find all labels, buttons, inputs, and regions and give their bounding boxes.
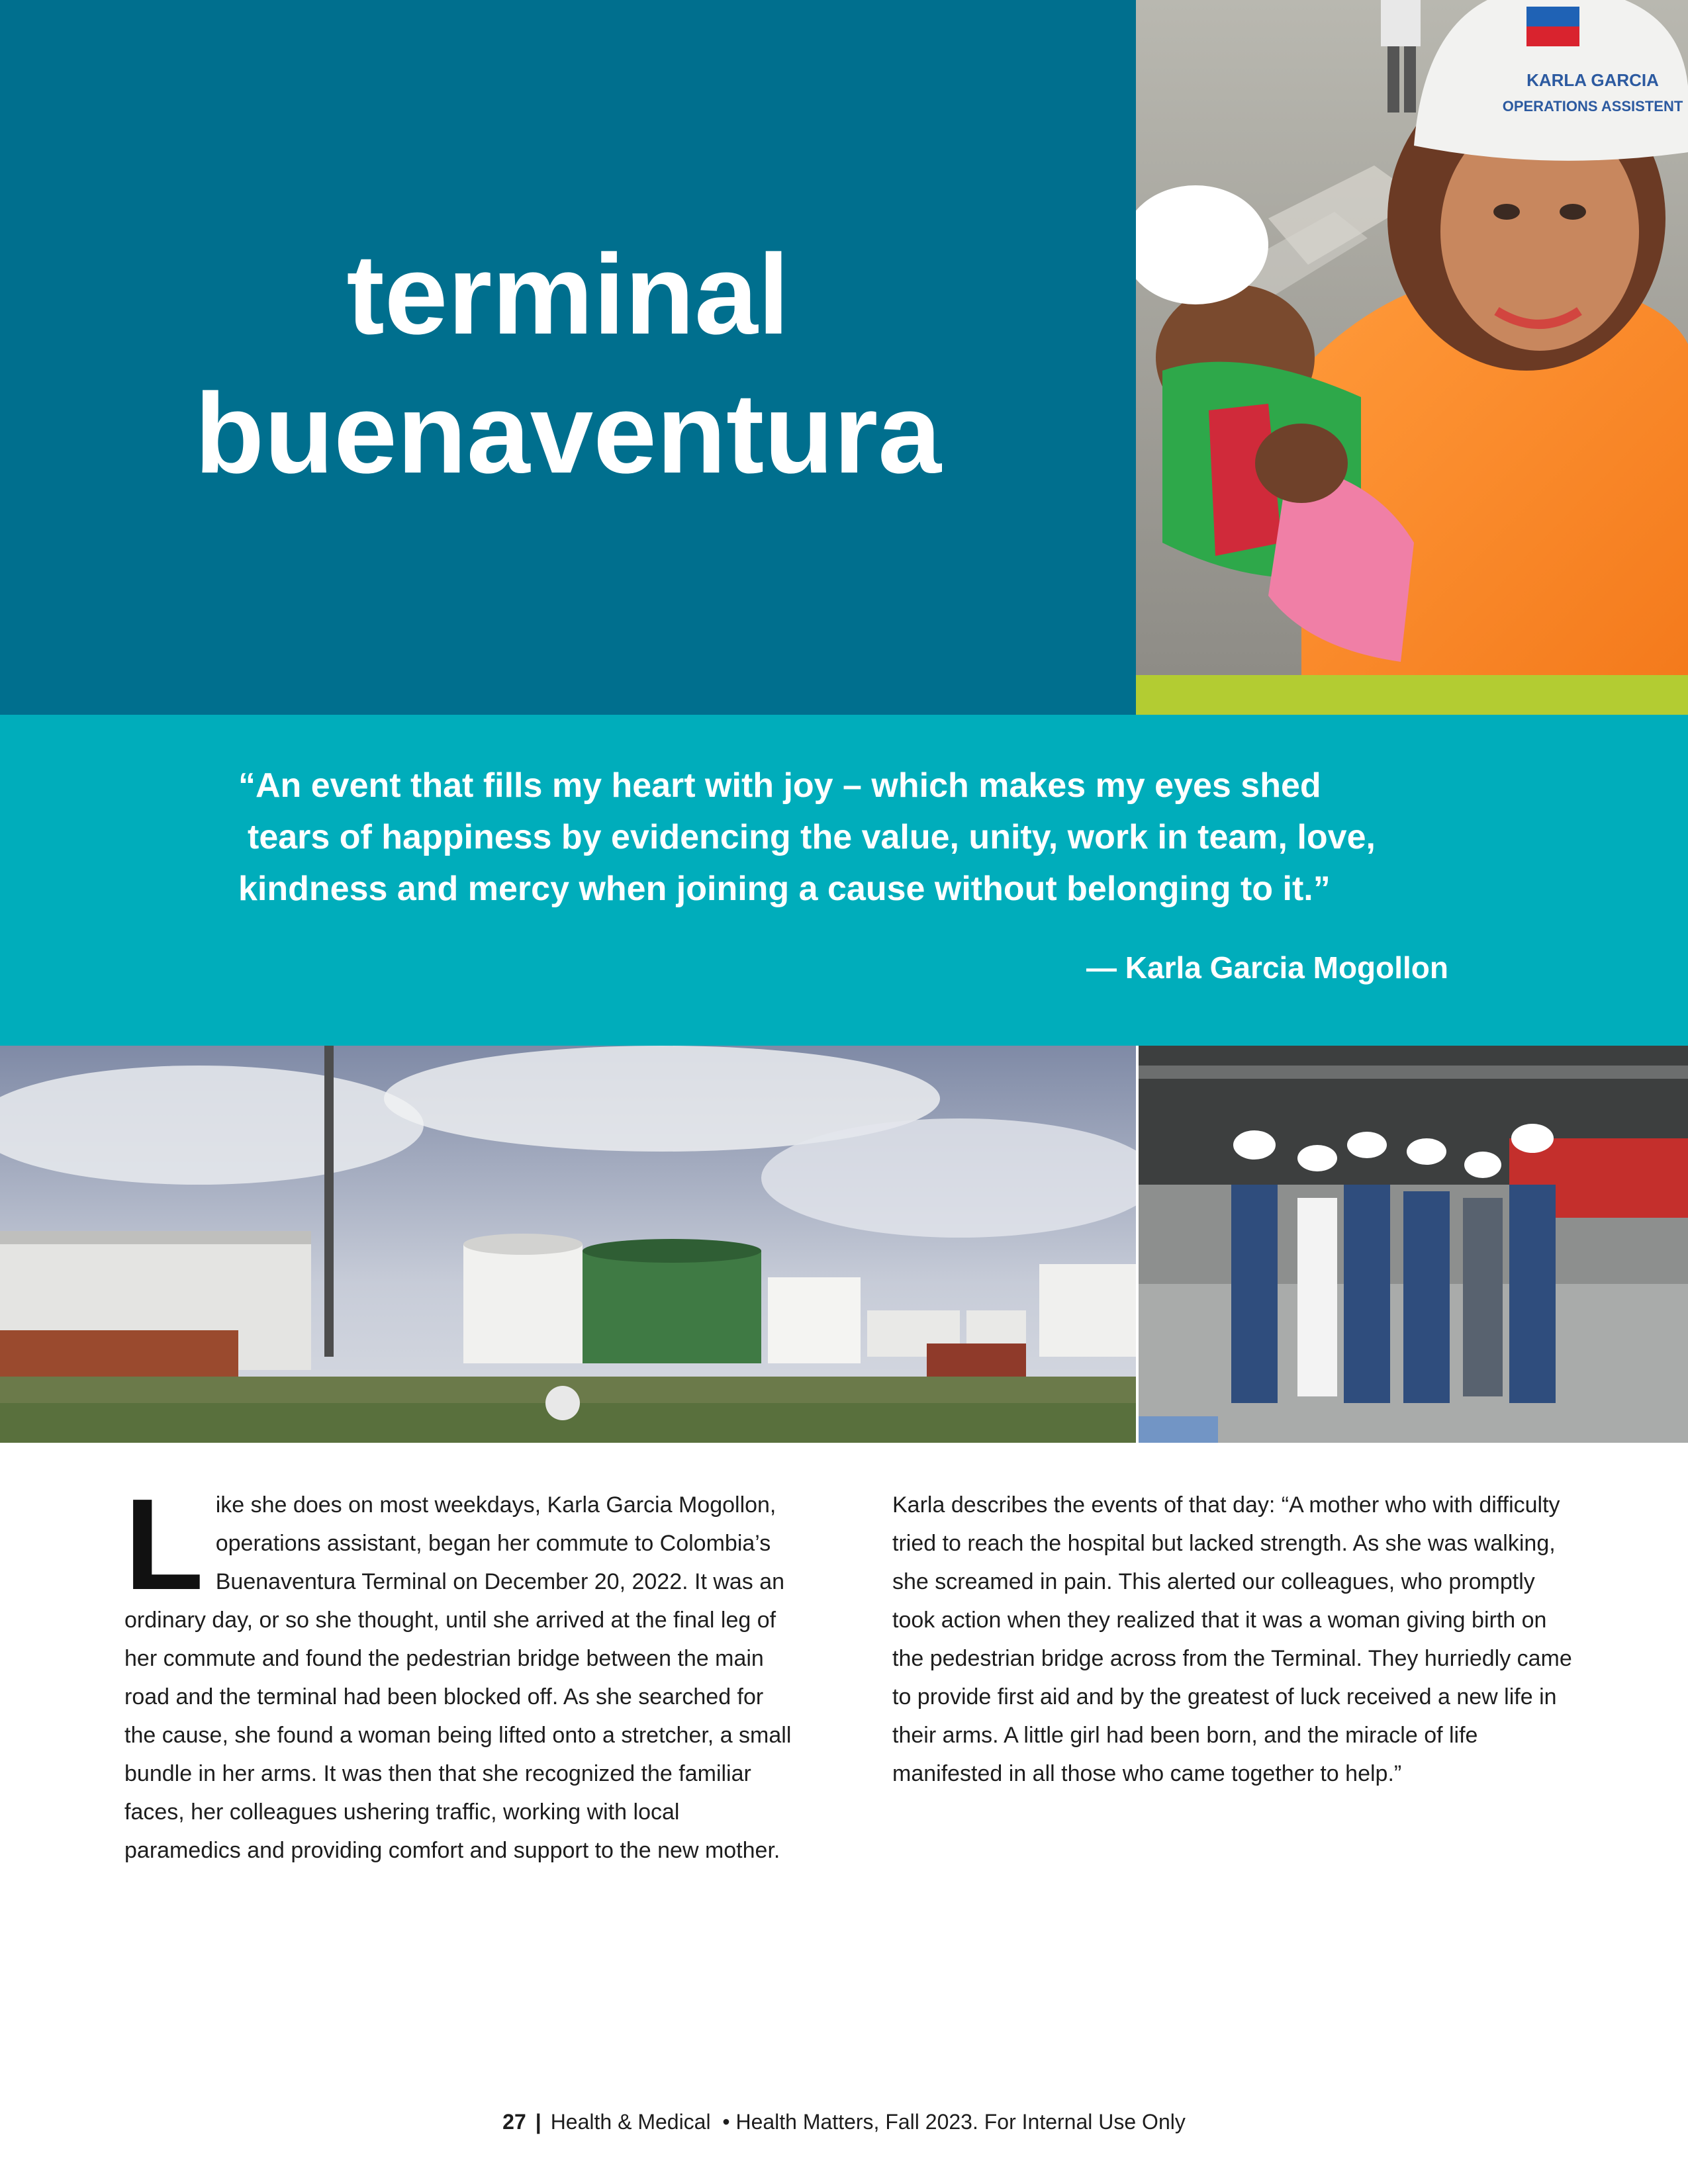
quote-line-2: tears of happiness by evidencing the value, unity, work in team, love,: [248, 818, 1376, 856]
article-paragraph-right: Karla describes the events of that day: “A mother who with difficulty tried to reach the hospital but lacked strength. As she was walking, she screamed in pain. This alerted our colleagues, who promptly took action when they realized that it was a woman giving birth on the pedestrian bridge across from the Terminal. They hurriedly came to provide first aid and by the greatest of luck received a new life in their arms. A little girl had been born, and the miracle of life manifested in all those who came together to help.”: [892, 1492, 1572, 1786]
quote-line-1: “An event that fills my heart with joy – which makes my eyes shed: [238, 766, 1321, 805]
article-text-rest: ordinary day, or so she thought, until she arrived at the final leg of her commute and found the pedestrian bridge between the main road and the terminal had been blocked off. As she searched for the cause, she found a woman being lifted onto a stretcher, a small bundle in her arms. It was then that she recognized the familiar faces, her colleagues ushering traffic, working with local paramedics and providing comfort and support to the new mother.: [124, 1608, 792, 1863]
pull-quote: [238, 760, 1496, 915]
hardhat-name: KARLA GARCIA: [1526, 70, 1659, 90]
accent-stripe: [1136, 675, 1688, 715]
footer-publication: • Health Matters, Fall 2023. For Internal Use Only: [722, 2110, 1186, 2134]
article-column-right: [892, 1486, 1581, 1793]
title-panel: [0, 0, 1136, 715]
quote-attribution: — Karla Garcia Mogollon: [1086, 950, 1448, 985]
article-line-2: operations assistant, began her commute to Colombia’s: [215, 1531, 771, 1556]
article-column-left: [124, 1472, 793, 1870]
karla-with-baby-photo: [1136, 0, 1688, 675]
article-line-1: ike she does on most weekdays, Karla Garcia Mogollon,: [215, 1492, 776, 1518]
footer-separator: |: [535, 2110, 541, 2134]
article-paragraph-left: [124, 1472, 793, 1870]
article-line-3: Buenaventura Terminal on December 20, 2022. It was an: [215, 1569, 785, 1594]
team-group-photo: [1139, 1046, 1688, 1443]
quote-line-3: kindness and mercy when joining a cause without belonging to it.”: [238, 870, 1331, 908]
hardhat-title: OPERATIONS ASSISTENT: [1502, 98, 1683, 114]
page-title: [0, 225, 1136, 503]
title-line-2: buenaventura: [195, 370, 941, 497]
terminal-tanks-photo: [0, 1046, 1136, 1443]
page-number: 27: [502, 2110, 526, 2134]
footer-section: Health & Medical: [550, 2110, 711, 2134]
title-line-1: terminal: [346, 231, 790, 358]
drop-cap: L: [124, 1472, 204, 1617]
page-footer: [0, 2109, 1688, 2135]
